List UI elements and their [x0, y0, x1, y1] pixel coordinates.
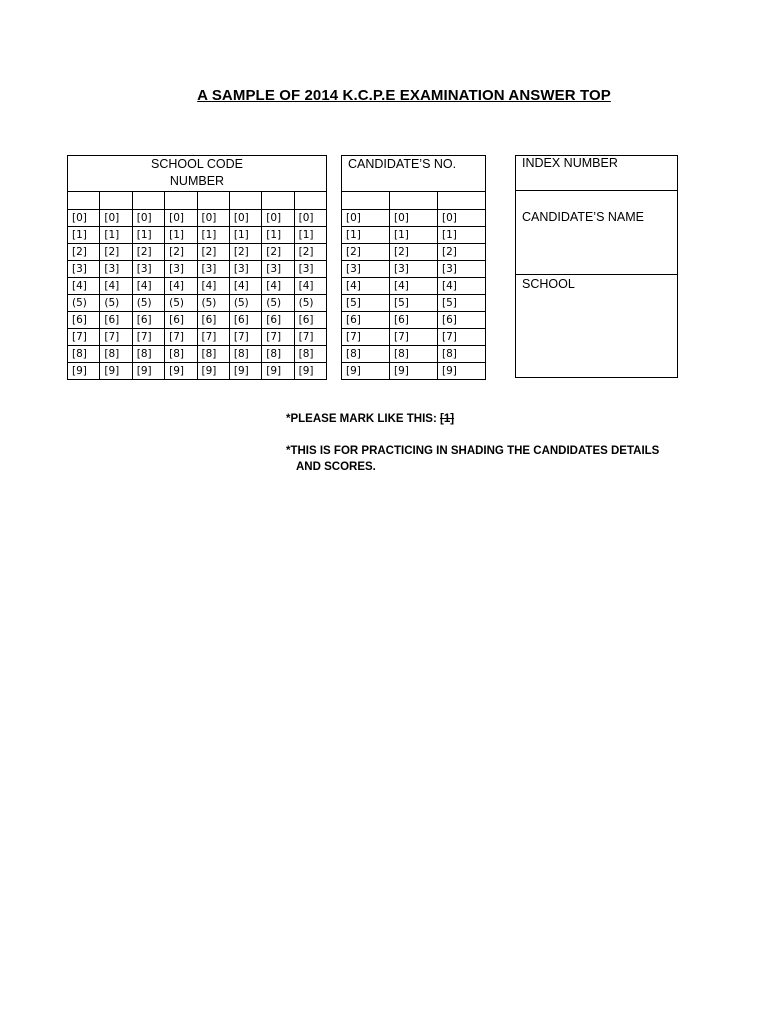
practice-note-line2: AND SCORES. [296, 461, 376, 473]
school-code-digit-row [68, 329, 327, 346]
school-code-entry-box[interactable] [262, 192, 294, 210]
practice-note [286, 443, 706, 475]
school-code-entry-box[interactable] [229, 192, 261, 210]
school-code-digit-bubble[interactable]: [8] [100, 346, 132, 363]
school-code-digit-bubble[interactable]: [1] [197, 227, 229, 244]
candidate-name-field[interactable] [516, 191, 677, 275]
candidate-no-header [342, 156, 486, 192]
school-code-digit-bubble[interactable]: [2] [262, 244, 294, 261]
school-code-digit-row [68, 312, 327, 329]
school-code-digit-bubble[interactable]: (5) [100, 295, 132, 312]
school-code-digit-bubble[interactable]: [7] [165, 329, 197, 346]
school-code-entry-box[interactable] [197, 192, 229, 210]
school-code-digit-bubble[interactable]: [2] [132, 244, 164, 261]
candidate-no-entry-box[interactable] [438, 192, 486, 210]
candidate-no-header-label: CANDIDATE’S NO. [348, 157, 457, 171]
school-code-digit-bubble[interactable]: [0] [100, 210, 132, 227]
school-code-digit-bubble[interactable]: (5) [294, 295, 326, 312]
school-code-digit-bubble[interactable]: [6] [100, 312, 132, 329]
school-code-digit-bubble[interactable]: [9] [132, 363, 164, 380]
school-code-digit-row [68, 227, 327, 244]
candidate-no-digit-bubble[interactable]: [1] [438, 227, 486, 244]
school-code-digit-bubble[interactable]: [8] [165, 346, 197, 363]
candidate-no-digit-bubble[interactable]: [4] [438, 278, 486, 295]
school-code-digit-bubble[interactable]: [0] [132, 210, 164, 227]
candidate-no-digit-row [342, 227, 486, 244]
school-code-entry-box[interactable] [132, 192, 164, 210]
school-code-digit-bubble[interactable]: [8] [229, 346, 261, 363]
school-code-digit-bubble[interactable]: [0] [197, 210, 229, 227]
candidate-no-digit-bubble[interactable]: [9] [438, 363, 486, 380]
school-code-digit-bubble[interactable]: [1] [294, 227, 326, 244]
school-code-digit-bubble[interactable]: [9] [262, 363, 294, 380]
school-code-digit-bubble[interactable]: [2] [100, 244, 132, 261]
school-code-digit-bubble[interactable]: [6] [197, 312, 229, 329]
school-code-digit-bubble[interactable]: [6] [68, 312, 100, 329]
school-code-digit-bubble[interactable]: [2] [68, 244, 100, 261]
school-code-digit-bubble[interactable]: [0] [165, 210, 197, 227]
candidate-no-digit-bubble[interactable]: [3] [342, 261, 390, 278]
candidate-no-digit-bubble[interactable]: [8] [438, 346, 486, 363]
school-code-digit-bubble[interactable]: (5) [197, 295, 229, 312]
candidate-no-digit-row [342, 261, 486, 278]
mark-instruction [286, 411, 454, 427]
candidate-no-digit-bubble[interactable]: [2] [342, 244, 390, 261]
school-code-digit-row [68, 278, 327, 295]
school-label: SCHOOL [522, 277, 575, 291]
candidate-no-digit-bubble[interactable]: [5] [438, 295, 486, 312]
school-code-digit-bubble[interactable]: [3] [100, 261, 132, 278]
school-code-digit-row [68, 346, 327, 363]
school-code-digit-bubble[interactable]: [7] [229, 329, 261, 346]
candidate-no-digit-bubble[interactable]: [0] [390, 210, 438, 227]
index-number-field[interactable] [516, 156, 677, 191]
school-code-digit-bubble[interactable]: [0] [229, 210, 261, 227]
school-code-digit-bubble[interactable]: [6] [229, 312, 261, 329]
candidate-no-digit-bubble[interactable]: [9] [342, 363, 390, 380]
school-code-digit-bubble[interactable]: [3] [132, 261, 164, 278]
school-code-digit-bubble[interactable]: [9] [197, 363, 229, 380]
candidate-no-digit-bubble[interactable]: [1] [342, 227, 390, 244]
school-code-digit-row [68, 244, 327, 261]
school-code-header-line1: SCHOOL CODE [151, 157, 243, 171]
practice-note-line1: *THIS IS FOR PRACTICING IN SHADING THE CANDIDATES DETAILS [286, 445, 660, 457]
school-code-digit-bubble[interactable]: [8] [132, 346, 164, 363]
candidate-no-digit-bubble[interactable]: [2] [438, 244, 486, 261]
candidate-no-digit-bubble[interactable]: [8] [390, 346, 438, 363]
school-code-digit-bubble[interactable]: [8] [197, 346, 229, 363]
school-code-header [68, 156, 327, 192]
school-code-digit-bubble[interactable]: [7] [100, 329, 132, 346]
index-number-label: INDEX NUMBER [522, 156, 618, 170]
candidate-no-digit-bubble[interactable]: [4] [390, 278, 438, 295]
school-code-digit-bubble[interactable]: [6] [165, 312, 197, 329]
school-code-digit-bubble[interactable]: (5) [165, 295, 197, 312]
page-title: A SAMPLE OF 2014 K.C.P.E EXAMINATION ANSWER TOP [197, 87, 611, 104]
candidate-name-label: CANDIDATE’S NAME [522, 210, 645, 224]
school-code-digit-bubble[interactable]: [4] [165, 278, 197, 295]
school-code-digit-bubble[interactable]: [9] [165, 363, 197, 380]
school-code-digit-bubble[interactable]: [3] [229, 261, 261, 278]
candidate-no-digit-bubble[interactable]: [2] [390, 244, 438, 261]
school-code-digit-bubble[interactable]: [3] [165, 261, 197, 278]
candidate-no-digit-row [342, 312, 486, 329]
school-code-digit-bubble[interactable]: [7] [262, 329, 294, 346]
school-code-digit-bubble[interactable]: [8] [294, 346, 326, 363]
school-code-digit-row [68, 261, 327, 278]
school-code-digit-bubble[interactable]: [4] [132, 278, 164, 295]
school-code-digit-bubble[interactable]: [6] [262, 312, 294, 329]
candidate-no-digit-bubble[interactable]: [9] [390, 363, 438, 380]
school-code-digit-bubble[interactable]: [0] [68, 210, 100, 227]
school-code-digit-row [68, 363, 327, 380]
candidate-no-entry-box[interactable] [342, 192, 390, 210]
mark-instruction-text: *PLEASE MARK LIKE THIS: [286, 413, 440, 425]
school-field[interactable] [516, 275, 677, 377]
school-code-digit-bubble[interactable]: [7] [294, 329, 326, 346]
school-code-digit-bubble[interactable]: [7] [197, 329, 229, 346]
school-code-digit-bubble[interactable]: [2] [229, 244, 261, 261]
school-code-digit-bubble[interactable]: [8] [262, 346, 294, 363]
school-code-digit-bubble[interactable]: [2] [197, 244, 229, 261]
school-code-digit-row [68, 210, 327, 227]
candidate-no-entry-box[interactable] [390, 192, 438, 210]
school-code-digit-bubble[interactable]: [0] [262, 210, 294, 227]
candidate-no-digit-row [342, 346, 486, 363]
school-code-digit-bubble[interactable]: [9] [100, 363, 132, 380]
school-code-digit-bubble[interactable]: (5) [262, 295, 294, 312]
candidate-info-box [515, 155, 678, 378]
school-code-digit-bubble[interactable]: [2] [294, 244, 326, 261]
school-code-digit-bubble[interactable]: [1] [262, 227, 294, 244]
school-code-digit-bubble[interactable]: [8] [68, 346, 100, 363]
school-code-entry-box[interactable] [165, 192, 197, 210]
school-code-digit-bubble[interactable]: [1] [100, 227, 132, 244]
candidate-no-digit-row [342, 295, 486, 312]
school-code-entry-box[interactable] [294, 192, 326, 210]
school-code-digit-bubble[interactable]: [9] [68, 363, 100, 380]
school-code-digit-bubble[interactable]: [7] [132, 329, 164, 346]
candidate-no-digit-bubble[interactable]: [3] [390, 261, 438, 278]
candidate-no-digit-row [342, 278, 486, 295]
school-code-digit-bubble[interactable]: [6] [132, 312, 164, 329]
candidate-no-digit-bubble[interactable]: [4] [342, 278, 390, 295]
mark-example: [1] [439, 413, 455, 425]
candidate-no-digit-bubble[interactable]: [1] [390, 227, 438, 244]
school-code-digit-bubble[interactable]: [6] [294, 312, 326, 329]
school-code-digit-bubble[interactable]: [0] [294, 210, 326, 227]
school-code-entry-box[interactable] [100, 192, 132, 210]
school-code-digit-bubble[interactable]: [2] [165, 244, 197, 261]
school-code-digit-bubble[interactable]: [4] [197, 278, 229, 295]
school-code-digit-bubble[interactable]: [9] [294, 363, 326, 380]
school-code-entry-box[interactable] [68, 192, 100, 210]
school-code-digit-bubble[interactable]: [4] [262, 278, 294, 295]
school-code-digit-bubble[interactable]: [7] [68, 329, 100, 346]
school-code-digit-bubble[interactable]: [1] [165, 227, 197, 244]
school-code-digit-bubble[interactable]: [4] [68, 278, 100, 295]
candidate-no-digit-row [342, 363, 486, 380]
candidate-no-digit-row [342, 329, 486, 346]
school-code-digit-bubble[interactable]: [9] [229, 363, 261, 380]
candidate-no-digit-bubble[interactable]: [6] [390, 312, 438, 329]
school-code-digit-bubble[interactable]: [4] [100, 278, 132, 295]
candidate-no-digit-bubble[interactable]: [6] [342, 312, 390, 329]
candidate-no-digit-bubble[interactable]: [7] [390, 329, 438, 346]
candidate-no-digit-bubble[interactable]: [7] [438, 329, 486, 346]
candidate-no-digit-bubble[interactable]: [3] [438, 261, 486, 278]
candidate-no-digit-bubble[interactable]: [8] [342, 346, 390, 363]
school-code-digit-bubble[interactable]: [3] [294, 261, 326, 278]
candidate-no-digit-row [342, 244, 486, 261]
candidate-no-digit-bubble[interactable]: [5] [342, 295, 390, 312]
school-code-digit-bubble[interactable]: [3] [68, 261, 100, 278]
school-code-digit-bubble[interactable]: [1] [229, 227, 261, 244]
candidate-no-digit-row [342, 210, 486, 227]
school-code-digit-bubble[interactable]: [1] [132, 227, 164, 244]
candidate-no-digit-bubble[interactable]: [5] [390, 295, 438, 312]
school-code-digit-row [68, 295, 327, 312]
school-code-digit-bubble[interactable]: [1] [68, 227, 100, 244]
candidate-no-digit-bubble[interactable]: [0] [438, 210, 486, 227]
school-code-digit-bubble[interactable]: (5) [229, 295, 261, 312]
school-code-digit-bubble[interactable]: [3] [262, 261, 294, 278]
school-code-digit-bubble[interactable]: [4] [229, 278, 261, 295]
candidate-no-digit-bubble[interactable]: [0] [342, 210, 390, 227]
candidate-no-digit-bubble[interactable]: [7] [342, 329, 390, 346]
school-code-digit-bubble[interactable]: (5) [132, 295, 164, 312]
school-code-digit-bubble[interactable]: [3] [197, 261, 229, 278]
candidate-no-grid [341, 155, 486, 380]
school-code-header-line2: NUMBER [169, 174, 225, 188]
school-code-digit-bubble[interactable]: (5) [68, 295, 100, 312]
candidate-no-digit-bubble[interactable]: [6] [438, 312, 486, 329]
school-code-grid [67, 155, 327, 380]
school-code-digit-bubble[interactable]: [4] [294, 278, 326, 295]
